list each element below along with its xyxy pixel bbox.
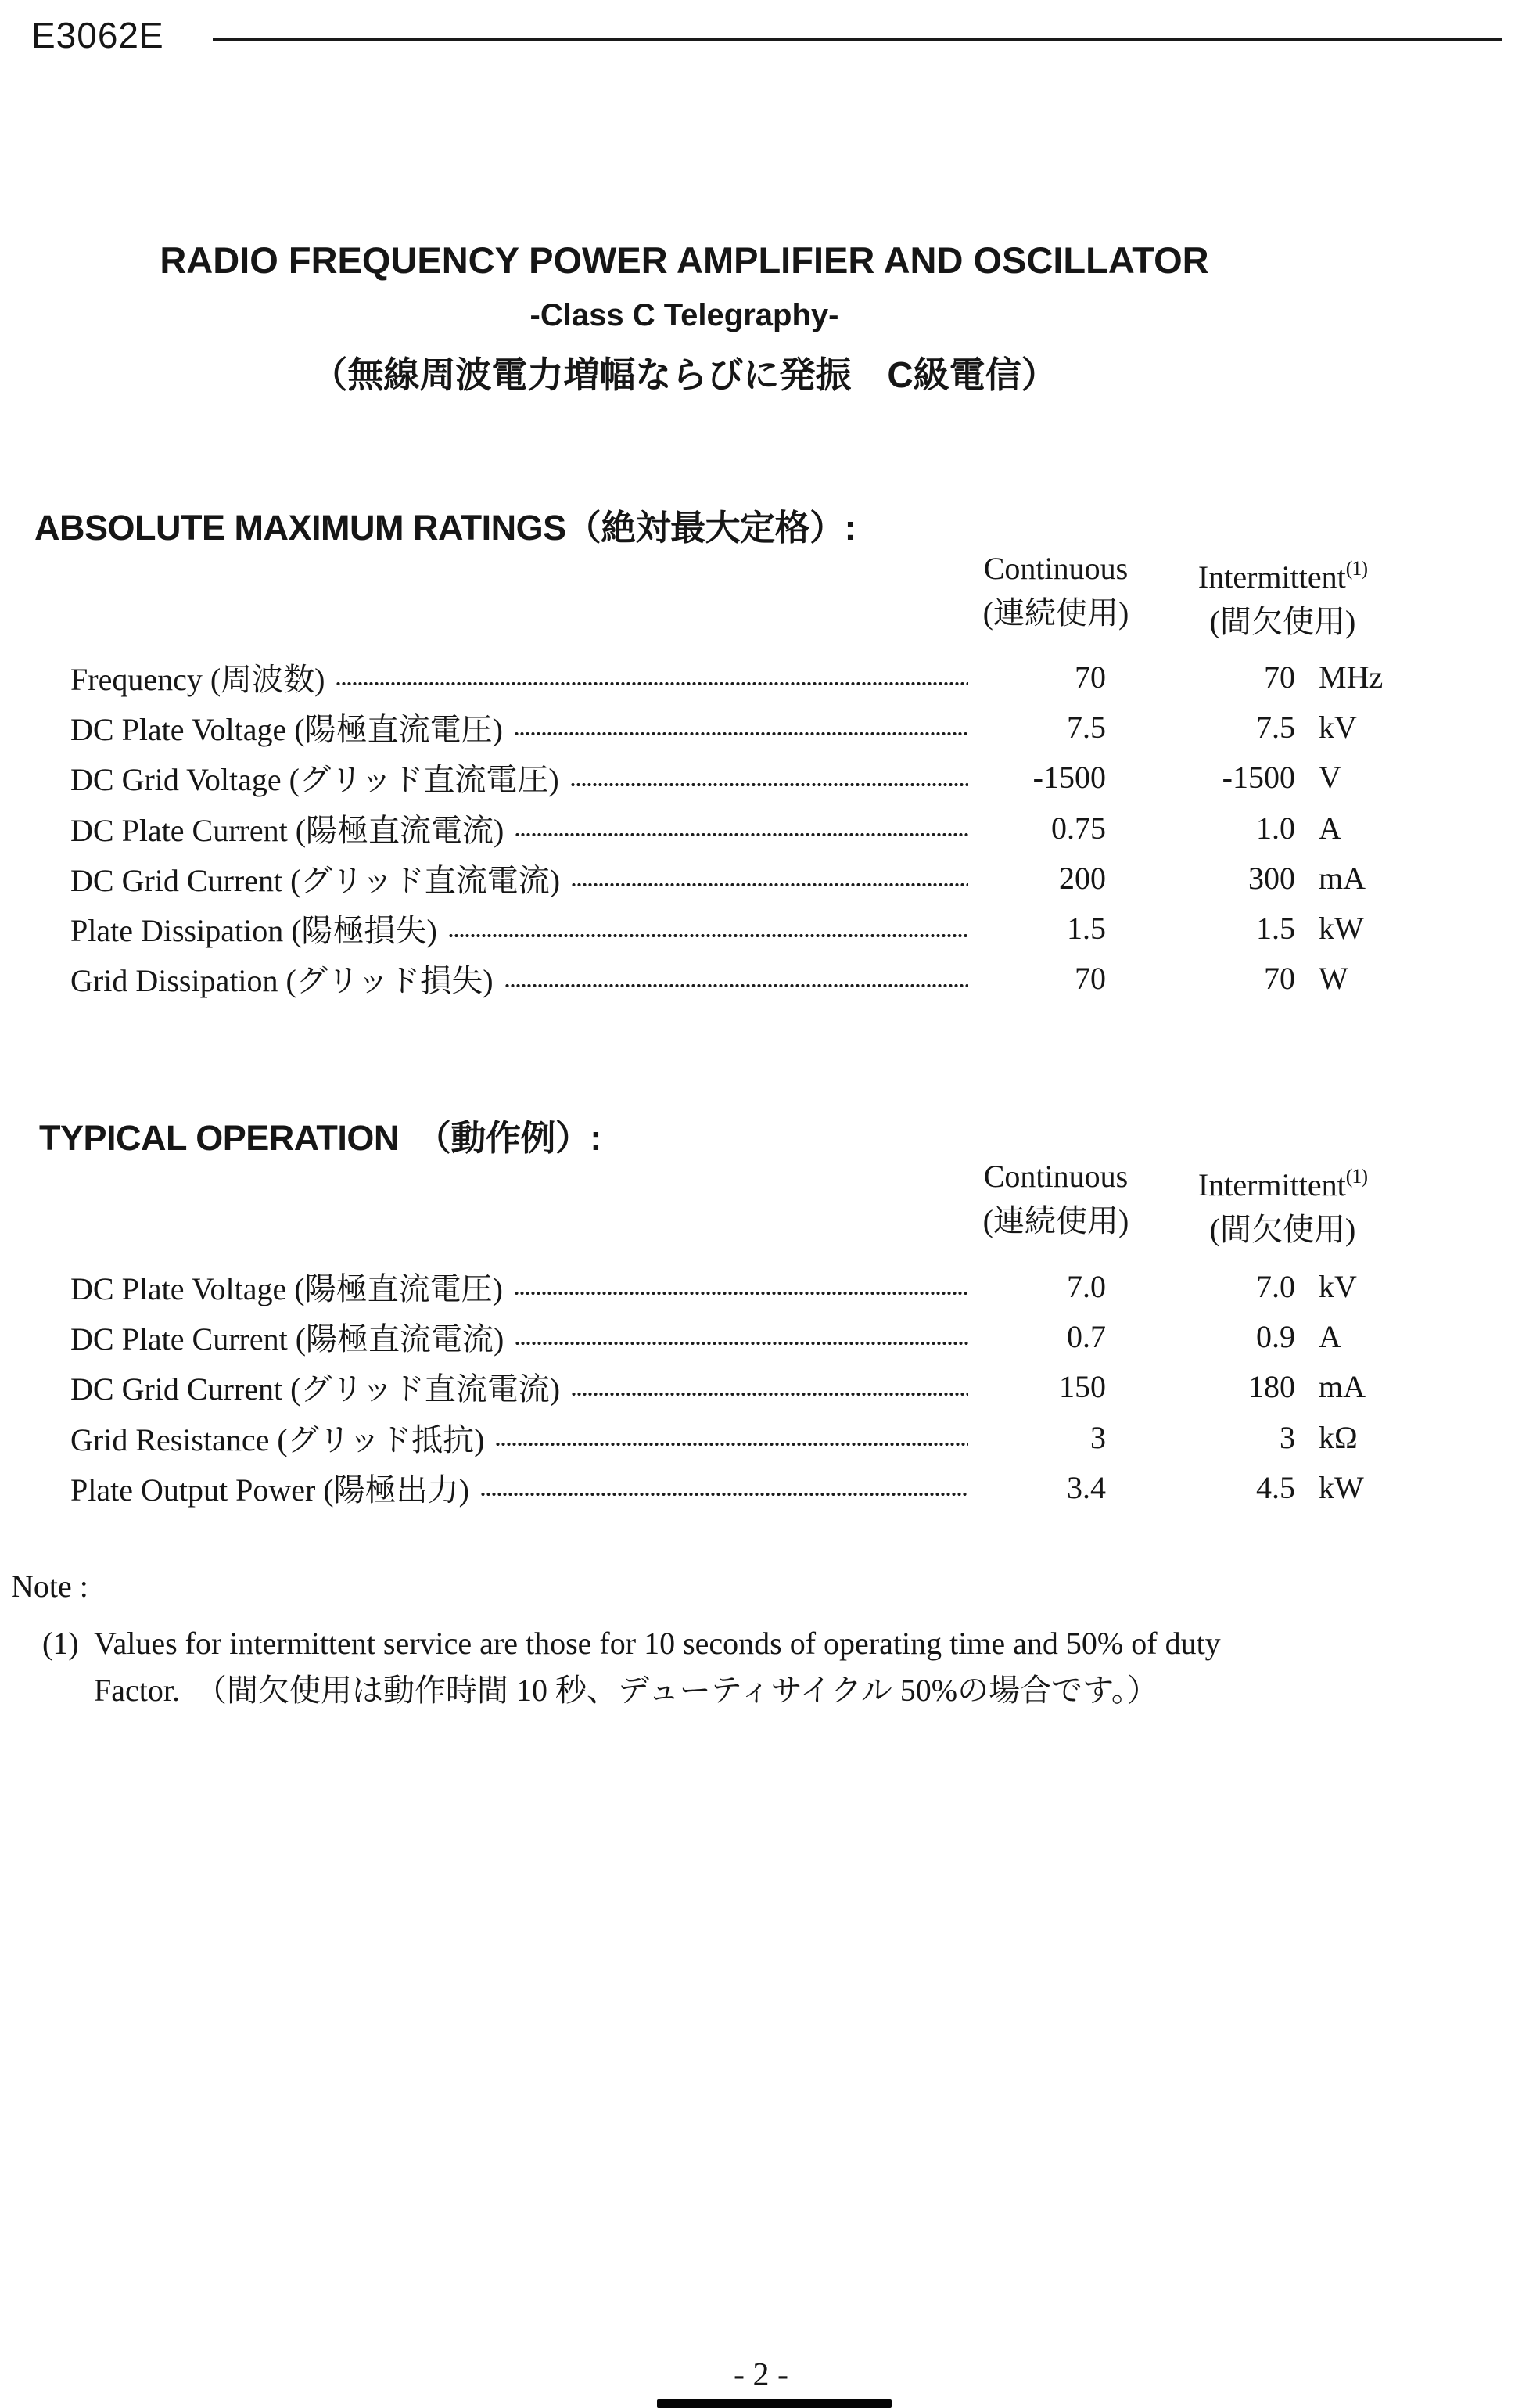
continuous-label-en: Continuous [983, 1159, 1129, 1194]
table-row [70, 1462, 1409, 1512]
column-header-continuous [939, 551, 1173, 631]
unit-label: kV [1319, 709, 1357, 745]
note-text [94, 1620, 1221, 1714]
table-row [70, 1311, 1409, 1361]
continuous-value: 200 [1059, 860, 1106, 896]
table-row [70, 753, 1409, 803]
note-item [42, 1620, 1434, 1714]
unit-label: A [1319, 1318, 1341, 1354]
absolute-maximum-ratings-table [70, 652, 1409, 1004]
column-header-continuous [939, 1159, 1173, 1239]
table-row [70, 1412, 1409, 1462]
unit-label: kW [1319, 911, 1364, 947]
column-header-intermittent [1165, 1159, 1400, 1248]
parameter-label: Grid Resistance (グリッド抵抗) [70, 1421, 485, 1457]
note-text-line2: Factor. （間欠使用は動作時間 10 秒、デューティサイクル 50%の場合です。） [94, 1673, 1158, 1708]
note-block [11, 1567, 1434, 1714]
column-headers-typical [0, 1159, 1522, 1260]
continuous-value: 0.75 [1051, 810, 1106, 846]
intermittent-value: 3 [1280, 1419, 1295, 1455]
intermittent-label-en: Intermittent$^{(1)}$ [1197, 1165, 1368, 1202]
unit-label: A [1319, 810, 1341, 846]
continuous-value: 3 [1090, 1419, 1106, 1455]
column-header-intermittent [1165, 551, 1400, 640]
intermittent-label-jp: (間欠使用) [1209, 1212, 1356, 1247]
section-heading-absolute-maximum-ratings: ABSOLUTE MAXIMUM RATINGS（絶対最大定格）: [34, 508, 856, 548]
table-row [70, 903, 1409, 953]
dot-leader [571, 1392, 968, 1396]
unit-label: V [1319, 760, 1341, 796]
dot-leader [480, 1492, 968, 1497]
dot-leader [495, 1442, 968, 1447]
dot-leader [515, 1341, 968, 1346]
parameter-label: DC Plate Voltage (陽極直流電圧) [70, 711, 503, 747]
title-block [23, 239, 1345, 395]
footnote-marker: (1) [1345, 557, 1368, 580]
intermittent-label-jp: (間欠使用) [1209, 604, 1356, 639]
parameter-label: DC Grid Current (グリッド直流電流) [70, 1371, 561, 1407]
unit-label: kW [1319, 1469, 1364, 1505]
intermittent-value: 1.5 [1256, 911, 1295, 947]
continuous-value: 3.4 [1067, 1469, 1106, 1505]
dot-leader [448, 933, 968, 938]
table-row [70, 853, 1409, 903]
parameter-label: DC Plate Current (陽極直流電流) [70, 812, 504, 848]
parameter-label: DC Plate Current (陽極直流電流) [70, 1321, 504, 1357]
page-title-japanese: （無線周波電力増幅ならびに発振 C級電信） [311, 354, 1057, 395]
page-header [31, 15, 1502, 56]
intermittent-value: 0.9 [1256, 1318, 1295, 1354]
typical-operation-table [70, 1261, 1409, 1512]
continuous-label-jp: (連続使用) [982, 1203, 1129, 1238]
page-title: RADIO FREQUENCY POWER AMPLIFIER AND OSCILLATOR [160, 239, 1209, 281]
note-number: (1) [42, 1626, 79, 1661]
continuous-value: 70 [1075, 961, 1106, 997]
parameter-label: DC Plate Voltage (陽極直流電圧) [70, 1270, 503, 1306]
parameter-label: Plate Dissipation (陽極損失) [70, 913, 437, 949]
dot-leader [514, 1291, 968, 1296]
dot-leader [336, 681, 968, 686]
intermittent-value: -1500 [1222, 760, 1295, 796]
table-row [70, 954, 1409, 1004]
continuous-value: 1.5 [1067, 911, 1106, 947]
intermittent-value: 7.5 [1256, 709, 1295, 745]
intermittent-value: 70 [1264, 961, 1295, 997]
intermittent-value: 300 [1248, 860, 1295, 896]
intermittent-value: 180 [1248, 1369, 1295, 1405]
intermittent-value: 1.0 [1256, 810, 1295, 846]
continuous-value: 70 [1075, 659, 1106, 695]
continuous-value: 7.5 [1067, 709, 1106, 745]
intermittent-value: 7.0 [1256, 1268, 1295, 1304]
intermittent-label-en: Intermittent$^{(1)}$ [1197, 557, 1368, 595]
continuous-value: 0.7 [1067, 1318, 1106, 1354]
dot-leader [504, 983, 968, 988]
intermittent-value: 4.5 [1256, 1469, 1295, 1505]
parameter-label: Frequency (周波数) [70, 661, 325, 697]
note-heading: Note : [11, 1569, 88, 1604]
continuous-value: 150 [1059, 1369, 1106, 1405]
document-code: E3062E [31, 15, 164, 56]
unit-label: kΩ [1319, 1419, 1358, 1455]
dot-leader [570, 782, 968, 787]
table-row [70, 803, 1409, 853]
note-text-line1: Values for intermittent service are those for 10 seconds of operating time and 50% of duty [94, 1626, 1221, 1661]
table-row [70, 1261, 1409, 1311]
page-number: - 2 - [734, 2357, 788, 2393]
table-row [70, 1362, 1409, 1412]
unit-label: MHz [1319, 659, 1384, 695]
dot-leader [515, 832, 968, 837]
parameter-label: DC Grid Voltage (グリッド直流電圧) [70, 762, 559, 798]
footnote-marker: (1) [1345, 1165, 1368, 1188]
dot-leader [571, 882, 968, 887]
column-headers-ratings [0, 551, 1522, 652]
continuous-label-jp: (連続使用) [982, 595, 1129, 631]
continuous-value: 7.0 [1067, 1268, 1106, 1304]
header-rule-line [213, 38, 1502, 41]
parameter-label: DC Grid Current (グリッド直流電流) [70, 862, 561, 898]
continuous-value: -1500 [1032, 760, 1106, 796]
parameter-label: Grid Dissipation (グリッド損失) [70, 963, 494, 999]
table-row [70, 702, 1409, 752]
intermittent-value: 70 [1264, 659, 1295, 695]
parameter-label: Plate Output Power (陽極出力) [70, 1472, 469, 1508]
page-subtitle: -Class C Telegraphy- [529, 298, 839, 332]
unit-label: mA [1319, 860, 1366, 896]
unit-label: W [1319, 961, 1348, 997]
bottom-edge-bar [657, 2399, 892, 2408]
unit-label: mA [1319, 1369, 1366, 1405]
unit-label: kV [1319, 1268, 1357, 1304]
dot-leader [514, 731, 968, 736]
section-heading-typical-operation: TYPICAL OPERATION （動作例）: [39, 1118, 601, 1158]
table-row [70, 652, 1409, 702]
continuous-label-en: Continuous [983, 551, 1129, 586]
